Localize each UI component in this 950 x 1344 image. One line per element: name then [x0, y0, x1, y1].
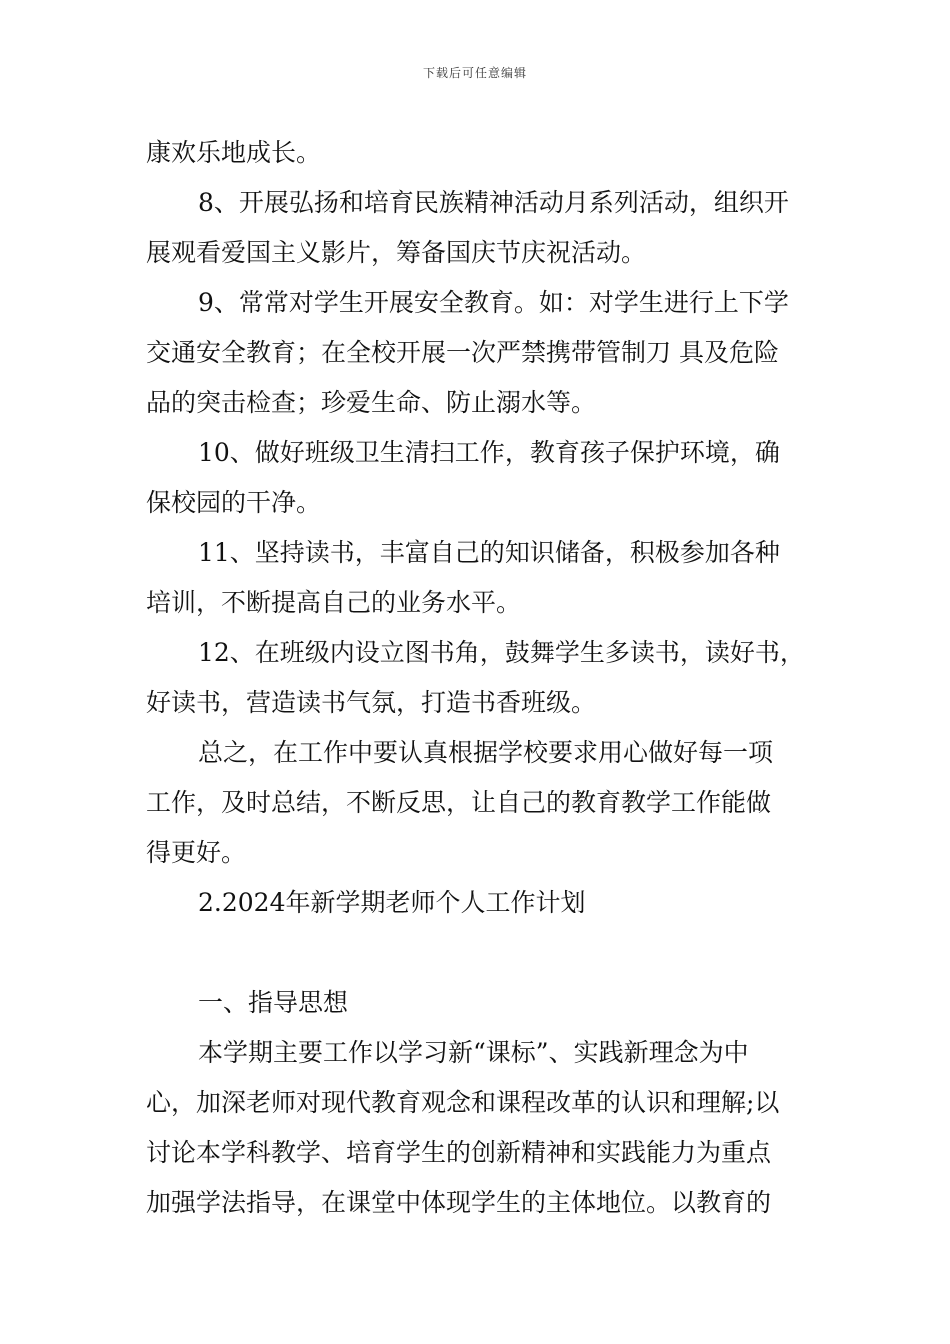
text-line: 本学期主要工作以学习新“课标”、实践新理念为中: [198, 1038, 749, 1067]
text-line: 工作，及时总结，不断反思，让自己的教育教学工作能做: [146, 788, 772, 817]
text-line: 交通安全教育；在全校开展一次严禁携带管制刀 具及危险: [146, 338, 779, 367]
document-body: [146, 128, 836, 1228]
text-line: 展观看爱国主义影片，筹备国庆节庆祝活动。: [146, 238, 647, 267]
text-line: 10、做好班级卫生清扫工作，教育孩子保护环境，确: [198, 438, 780, 467]
text-line: 保校园的干净。: [146, 488, 322, 517]
blank-line: [146, 928, 836, 978]
text-line: 总之，在工作中要认真根据学校要求用心做好每一项: [198, 738, 774, 767]
text-line: 得更好。: [146, 838, 247, 867]
page-header: 下载后可任意编辑: [422, 66, 527, 80]
text-line: 8、开展弘扬和培育民族精神活动月系列活动，组织开: [198, 188, 789, 217]
section-heading: 一、指导思想: [198, 988, 349, 1017]
text-line: 培训，不断提高自己的业务水平。: [146, 588, 522, 617]
text-line: 12、在班级内设立图书角，鼓舞学生多读书，读好书，: [198, 638, 805, 667]
text-line: 加强学法指导，在课堂中体现学生的主体地位。以教育的: [146, 1188, 772, 1217]
text-line: 好读书，营造读书气氛，打造书香班级。: [146, 688, 597, 717]
text-line: 讨论本学科教学、培育学生的创新精神和实践能力为重点: [146, 1138, 772, 1167]
text-line: 康欢乐地成长。: [146, 138, 322, 167]
section-title: 2.2024年新学期老师个人工作计划: [198, 888, 586, 917]
text-line: 11、坚持读书，丰富自己的知识储备，积极参加各种: [198, 538, 780, 567]
text-line: 品的突击检查；珍爱生命、防止溺水等。: [146, 388, 597, 417]
text-line: 9、常常对学生开展安全教育。如：对学生进行上下学: [198, 288, 789, 317]
text-line: 心，加深老师对现代教育观念和课程改革的认识和理解;以: [146, 1088, 780, 1117]
